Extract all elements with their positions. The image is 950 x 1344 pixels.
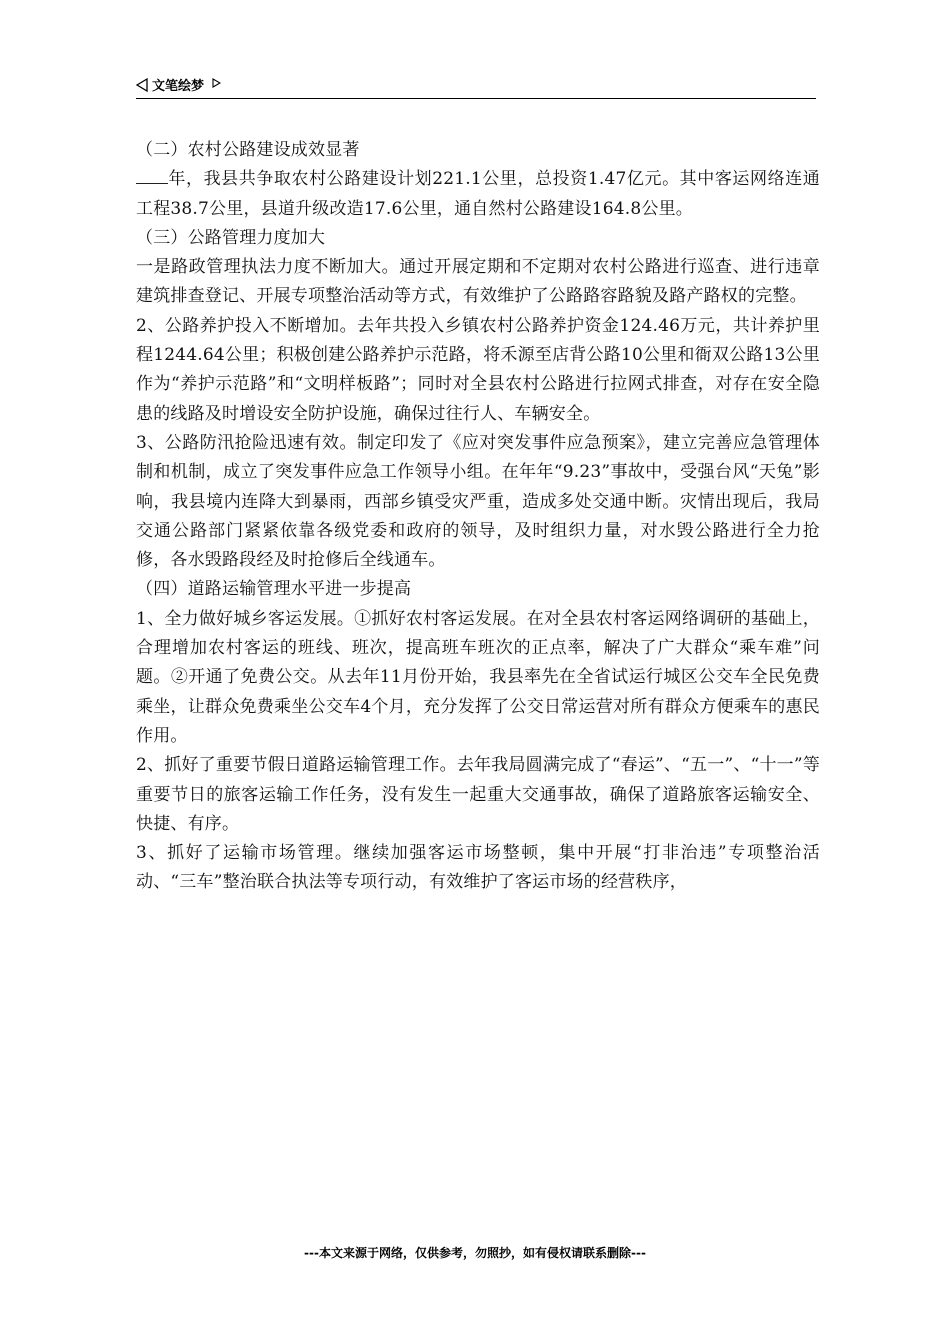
paragraph: [136, 165, 820, 224]
page-footer: ---本文来源于网络，仅供参考，勿照抄，如有侵权请联系删除---: [304, 1246, 646, 1260]
section-heading-3: （三）公路管理力度加大: [136, 227, 326, 248]
page-header: [136, 72, 816, 99]
paragraph: 2、抓好了重要节假日道路运输管理工作。去年我局圆满完成了“春运”、“五一”、“十一”等重要节日的旅客运输工作任务，没有发生一起重大交通事故，确保了道路旅客运输安全、快捷、有序。: [136, 755, 820, 834]
triangle-left-icon: [136, 78, 148, 92]
fill-blank: [136, 166, 168, 184]
document-body: [136, 136, 820, 898]
header-brand: 文笔绘梦: [152, 79, 205, 94]
paragraph: 2、公路养护投入不断增加。去年共投入乡镇农村公路养护资金124.46万元，共计养护里程1244.64公里；积极创建公路养护示范路，将禾源至店背公路10公里和衙双公路13公里作为“养护示范路”和“文明样板路”；同时对全县农村公路进行拉网式排查，对存在安全隐患的线路及时增设安全防护设施，确保过往行人、车辆安全。: [136, 315, 820, 424]
header-brand-group: [136, 75, 221, 94]
paragraph: 3、抓好了运输市场管理。继续加强客运市场整顿，集中开展“打非治违”专项整治活动、“三车”整治联合执法等专项行动，有效维护了客运市场的经营秩序，: [136, 843, 820, 893]
triangle-right-icon: [212, 78, 221, 88]
paragraph: 1、全力做好城乡客运发展。①抓好农村客运发展。在对全县农村客运网络调研的基础上，合理增加农村客运的班线、班次，提高班车班次的正点率，解决了广大群众“乘车难”问题。②开通了免费公交。从去年11月份开始，我县率先在全省试运行城区公交车全民免费乘坐，让群众免费乘坐公交车4个月，充分发挥了公交日常运营对所有群众方便乘车的惠民作用。: [136, 608, 820, 746]
paragraph: 3、公路防汛抢险迅速有效。制定印发了《应对突发事件应急预案》，建立完善应急管理体制和机制，成立了突发事件应急工作领导小组。在年年“9.23”事故中，受强台风“天兔”影响，我县境内连降大到暴雨，西部乡镇受灾严重，造成多处交通中断。灾情出现后，我局交通公路部门紧紧依靠各级党委和政府的领导，及时组织力量，对水毁公路进行全力抢修，各水毁路段经及时抢修后全线通车。: [136, 432, 820, 571]
section-heading-4: （四）道路运输管理水平进一步提高: [136, 579, 412, 600]
section-heading-2: （二）农村公路建设成效显著: [136, 140, 360, 160]
paragraph: 一是路政管理执法力度不断加大。通过开展定期和不定期对农村公路进行巡查、进行违章建筑排查登记、开展专项整治活动等方式，有效维护了公路路容路貌及路产路权的完整。: [136, 257, 820, 307]
paragraph-text: 年，我县共争取农村公路建设计划221.1公里，总投资1.47亿元。其中客运网络连通工程38.7公里，县道升级改造17.6公里，通自然村公路建设164.8公里。: [136, 169, 820, 219]
